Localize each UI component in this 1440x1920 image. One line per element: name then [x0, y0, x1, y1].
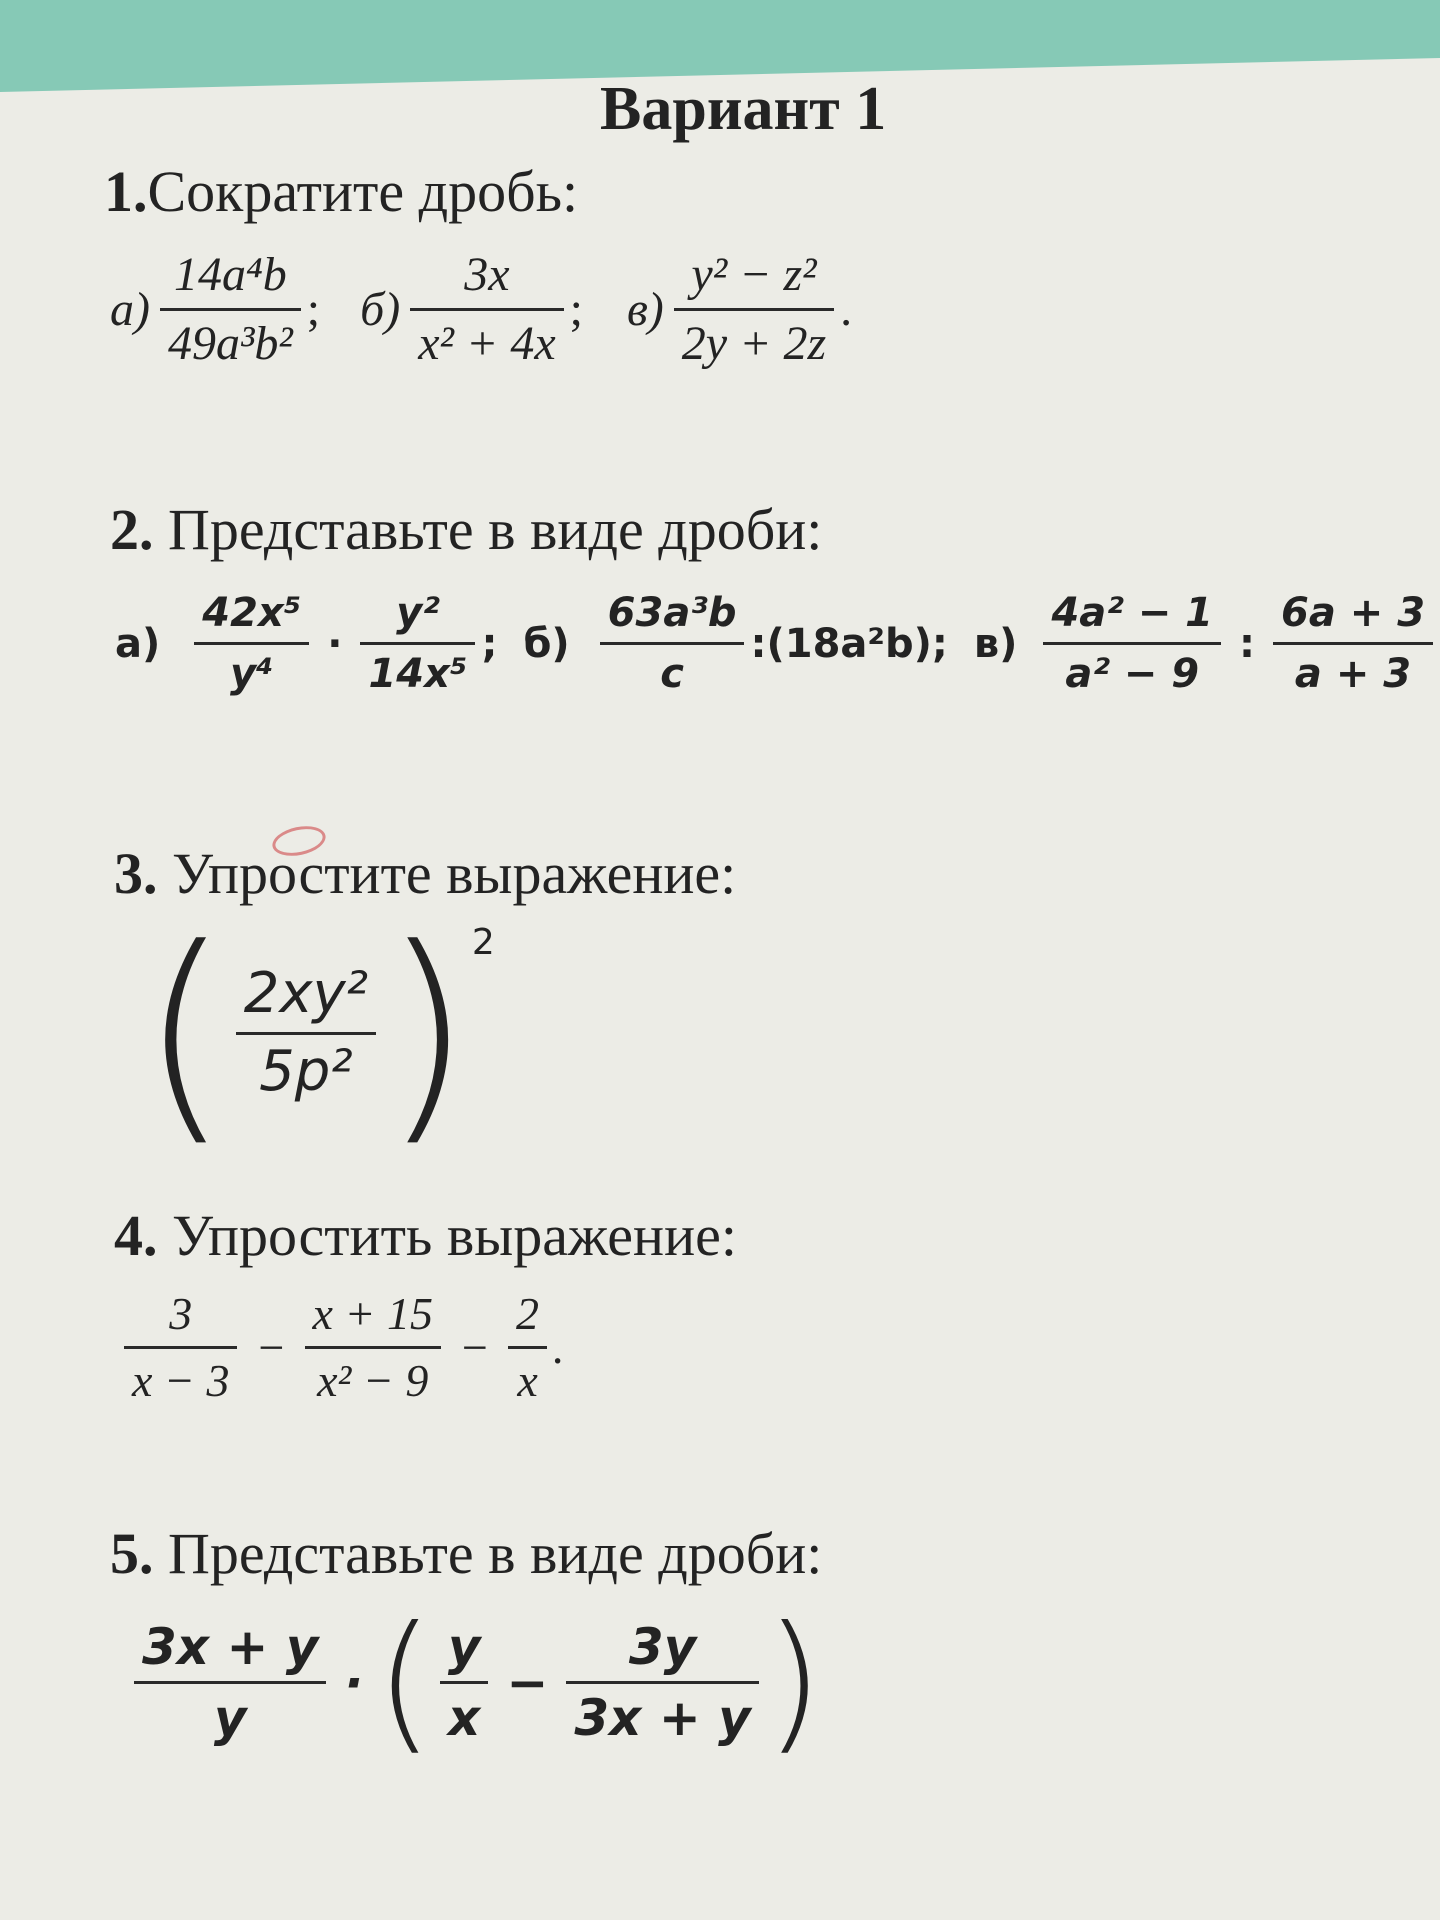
task-5-number: 5.: [110, 1521, 154, 1586]
task-3-heading: [114, 840, 736, 907]
task-4-heading: [114, 1202, 737, 1269]
task-2-text: Представьте в виде дроби:: [168, 497, 823, 562]
denominator: x² − 9: [317, 1355, 429, 1407]
fraction: [600, 592, 745, 695]
fraction-bar: [600, 642, 745, 645]
fraction-bar: [194, 642, 309, 645]
fraction-bar: [305, 1346, 441, 1349]
denominator: x − 3: [132, 1355, 230, 1407]
denominator: x² + 4x: [418, 317, 556, 371]
separator: .: [553, 1322, 565, 1374]
numerator: 42x⁵: [202, 590, 302, 636]
fraction-bar: [1273, 642, 1433, 645]
denominator: y: [213, 1689, 247, 1747]
left-paren: (: [140, 900, 230, 1167]
denominator: y⁴: [229, 651, 274, 697]
separator: ;: [306, 283, 321, 337]
operator: :: [1239, 620, 1255, 667]
fraction-bar: [236, 1032, 376, 1035]
numerator: 6a + 3: [1281, 590, 1426, 636]
fraction: [508, 1290, 547, 1406]
operator: −: [506, 1653, 549, 1712]
fraction: [236, 961, 376, 1104]
separator: ;: [481, 620, 498, 667]
task-3-expression: [140, 900, 495, 1167]
fraction-bar: [360, 642, 475, 645]
task-5-text: Представьте в виде дроби:: [168, 1521, 823, 1586]
fraction-bar: [124, 1346, 237, 1349]
denominator: 5p²: [259, 1039, 353, 1104]
item-label: а): [110, 283, 150, 337]
task-3-number: 3.: [114, 841, 158, 906]
fraction: [1273, 592, 1433, 695]
numerator: 2xy²: [243, 961, 369, 1027]
fraction: [360, 592, 475, 695]
numerator: 3x: [464, 248, 510, 301]
left-paren: (: [375, 1595, 434, 1769]
page-title: Вариант 1: [600, 75, 887, 143]
task-5-heading: [110, 1520, 822, 1587]
fraction-bar: [440, 1681, 489, 1684]
operator: −: [255, 1322, 287, 1374]
fraction-bar: [410, 308, 563, 311]
fraction: [566, 1617, 758, 1747]
task-3-text: Упростите выражение:: [172, 841, 737, 906]
denominator: x: [517, 1355, 538, 1407]
fraction: [674, 250, 834, 370]
denominator: a² − 9: [1065, 651, 1200, 697]
fraction: [124, 1290, 237, 1406]
expression-rest: :(18a²b);: [750, 620, 948, 667]
item-label: в): [973, 620, 1018, 667]
exponent: 2: [471, 922, 495, 963]
item-label: б): [523, 620, 570, 667]
task-1-text: Сократите дробь:: [147, 159, 579, 224]
denominator: 49a³b²: [167, 317, 293, 371]
fraction: [410, 250, 563, 370]
task-2-number: 2.: [110, 497, 154, 562]
denominator: 3x + y: [574, 1689, 751, 1747]
task-5-expression: [128, 1595, 824, 1769]
task-1-heading: [104, 158, 578, 225]
fraction-bar: [160, 308, 301, 311]
task-2-heading: [110, 496, 822, 563]
fraction: [160, 250, 301, 370]
operator: −: [458, 1322, 491, 1374]
task-4-expression: [118, 1290, 565, 1406]
item-label: в): [626, 283, 664, 337]
fraction: [305, 1290, 441, 1406]
denominator: 2y + 2z: [681, 317, 827, 371]
task-1-expressions: [110, 250, 852, 370]
numerator: 4a² − 1: [1051, 590, 1213, 636]
fraction: [194, 592, 309, 695]
operator: ·: [344, 1653, 364, 1712]
fraction: [134, 1617, 326, 1747]
fraction-bar: [508, 1346, 547, 1349]
numerator: 63a³b: [607, 590, 737, 636]
right-paren: ): [764, 1595, 824, 1769]
task-4-text: Упростить выражение:: [172, 1203, 737, 1268]
item-label: б): [360, 283, 401, 337]
numerator: y² − z²: [691, 248, 817, 301]
task-4-number: 4.: [114, 1203, 158, 1268]
numerator: 14a⁴b: [174, 248, 287, 301]
denominator: c: [660, 651, 684, 697]
fraction-bar: [1043, 642, 1221, 645]
task-2-expressions: [115, 592, 1439, 695]
numerator: y²: [396, 590, 440, 636]
fraction-bar: [674, 308, 834, 311]
numerator: 3x + y: [142, 1617, 319, 1676]
denominator: a + 3: [1294, 651, 1412, 697]
fraction-bar: [134, 1681, 326, 1684]
right-paren: ): [382, 900, 472, 1167]
denominator: 14x⁵: [368, 651, 468, 697]
numerator: x + 15: [312, 1288, 433, 1339]
numerator: y: [447, 1617, 481, 1676]
denominator: x: [448, 1689, 481, 1747]
numerator: 3: [169, 1288, 193, 1339]
separator: ;: [569, 283, 583, 337]
fraction: [440, 1617, 489, 1747]
numerator: 2: [516, 1288, 540, 1339]
fraction-bar: [566, 1681, 758, 1684]
separator: .: [840, 283, 853, 337]
operator: ·: [327, 620, 343, 667]
numerator: 3y: [628, 1617, 697, 1676]
item-label: а): [115, 620, 161, 667]
fraction: [1043, 592, 1221, 695]
task-1-number: 1.: [104, 159, 148, 224]
